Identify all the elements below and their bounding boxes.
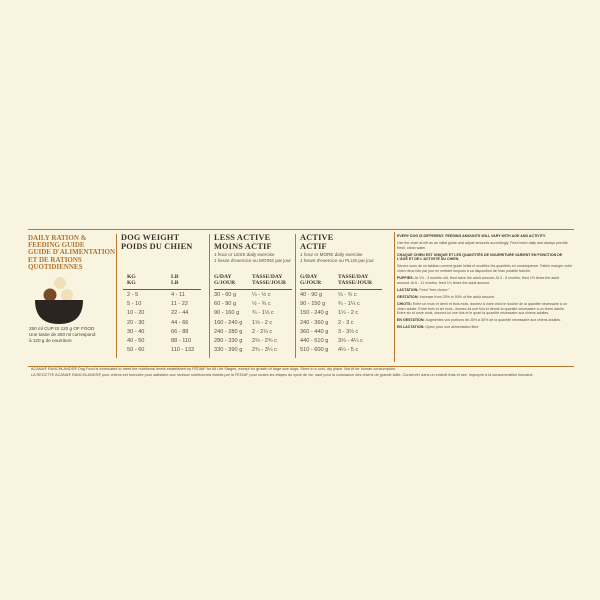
cup-note: 250 ml CUP IS 120 g OF FOOD Une tasse de 250 ml correspond à 120 g de nourriture [29, 326, 96, 344]
table-cell: 3 - 3⅔ c [338, 328, 359, 335]
table-cell: 20 - 30 [127, 319, 145, 326]
feeding-notes [397, 234, 573, 333]
table-cell: 10 - 20 [127, 310, 145, 317]
active-grams-header: G/DAY G/JOUR [300, 274, 322, 287]
lactation-fr-label: EN LACTATION: [397, 325, 425, 330]
gestation-body: Increase from 25% to 50% of the adult amount. [419, 294, 495, 299]
table-cell: 60 - 90 g [214, 301, 237, 308]
table-cell: 240 - 280 g [214, 328, 243, 335]
less-active-cups [252, 291, 277, 355]
active-cups [338, 291, 363, 355]
less-active-subtitle: 1 hour or LESS daily exercise 1 heure d'exercice ou MOINS par jour [214, 252, 291, 263]
every-dog-heading: EVERY DOG IS DIFFERENT. FEEDING AMOUNTS WILL VARY WITH AGE AND ACTIVITY. [397, 234, 546, 238]
active-column [295, 234, 390, 358]
table-cell: 90 - 150 g [300, 301, 326, 308]
table-cell: 240 - 360 g [300, 319, 329, 326]
every-dog-body: Use the chart at left as an initial guide and adjust amounts accordingly. Feed twice daily and always provide fresh, clean water. [397, 241, 568, 250]
puppies-label: PUPPIES: [397, 276, 414, 281]
gestation-label: GESTATION: [397, 294, 419, 299]
gestation-fr-body: Augmentez vos portions de 25% à 50% de la quantité nécessaire aux chiens adultes. [425, 318, 562, 323]
table-cell: 1⅓ - 2 c [252, 319, 273, 326]
active-heading: ACTIVE ACTIF [300, 233, 334, 251]
gestation-fr-label: EN GESTATION: [397, 318, 425, 323]
table-cell: ¼ - ½ c [252, 292, 271, 298]
table-cell: ½ - ¾ c [252, 301, 271, 308]
active-cups-header: TASSE/DAY TASSE/JOUR [338, 274, 373, 287]
table-cell: 66 - 88 [171, 328, 189, 335]
cups-per-day-header: TASSE/DAY TASSE/JOUR [252, 274, 287, 287]
chiots-body: Entre un mois et demi et trois mois, donnez à votre chiot le double de la quantité nécessaire à un chien adulte. Entre trois et six mois, donnez-lui une fois et demie la quantité nécessaire à un chien adulte. Entre six et onze mois, donnez-lui une fois et le quart la quantité nécessaire aux chiens adultes. [397, 302, 568, 316]
table-cell: 2⅓ - 2¾ c [252, 338, 277, 345]
lb-values [171, 291, 194, 355]
grams-per-day-header: G/DAY G/JOUR [214, 274, 236, 287]
table-cell: 3⅔ - 4¼ c [338, 338, 363, 345]
table-cell: 2 - 5 [127, 292, 139, 298]
kg-values [127, 291, 144, 355]
feeding-guide-panel [28, 229, 574, 367]
puppies-body: At 1½ - 3 months old, feed twice the adult amount. At 3 - 6 months, feed 1½ times the adult amount. At 6 - 11 months, feed 1¼ times the adult amount. [397, 276, 560, 285]
active-subtitle: 1 hour or MORE daily exercise 1 heure d'exercice ou PLUS par jour [300, 252, 374, 263]
table-cell: 50 - 60 [127, 347, 145, 354]
kibble-brown-icon [44, 289, 57, 302]
kg-unit-header: KG KG [127, 274, 136, 287]
footer-line-en: ACANA® RANCHLANDS® Dog Food is formulated to meet the nutritional levels established by FEDIAF for All Life Stages, except for growth of large size dogs. Store in a cool, dry place. Not fit for human consumption. [31, 367, 396, 371]
table-cell: 4 - 11 [171, 292, 185, 298]
dog-weight-heading: DOG WEIGHT POIDS DU CHIEN [121, 233, 193, 251]
table-cell: 40 - 90 g [300, 292, 323, 298]
less-active-column [209, 234, 296, 358]
table-cell: 4¼ - 5 c [338, 347, 359, 354]
table-cell: ¾ - 1¼ c [338, 301, 360, 308]
lactation-body: Feed "free choice." [419, 287, 450, 292]
table-cell: 30 - 60 g [214, 292, 237, 298]
table-cell: 90 - 160 g [214, 310, 240, 317]
footer-legal [31, 366, 571, 378]
table-cell: ¾ - 1⅓ c [252, 310, 274, 317]
notes-divider [394, 232, 395, 362]
lactation-label: LACTATION: [397, 287, 419, 292]
less-active-heading: LESS ACTIVE MOINS ACTIF [214, 233, 272, 251]
bowl-shape [35, 300, 83, 324]
kibble-light-icon-2 [61, 289, 73, 301]
table-cell: 88 - 110 [171, 338, 192, 345]
lactation-fr-body: Optez pour une alimentation libre. [425, 325, 480, 330]
weight-header-rule [123, 289, 201, 290]
table-cell: 2¾ - 3¼ c [252, 347, 277, 354]
kibble-light-icon [54, 277, 66, 289]
guide-title: DAILY RATION & FEEDING GUIDE GUIDE D'ALIMENTATION ET DE RATIONS QUOTIDIENNES [28, 234, 116, 271]
table-cell: 510 - 600 g [300, 347, 329, 354]
active-grams [300, 291, 328, 355]
less-active-grams [214, 291, 242, 355]
table-cell: 5 - 10 [127, 301, 142, 308]
chaque-chien-body: Servez-vous de ce tableau comme guide initial et modifiez les quantités en conséquence. Faites manger votre chien deux fois par jour en mettant toujours à sa disposition de l'eau potable fraîche. [397, 264, 573, 274]
chiots-label: CHIOTS: [397, 302, 412, 307]
table-cell: 110 - 132 [171, 347, 195, 354]
active-header-rule [300, 289, 382, 290]
table-cell: ⅓ - ¾ c [338, 292, 357, 298]
table-cell: 160 - 240 g [214, 319, 243, 326]
footer-line-fr: LA RECETTE ACANA® RANCHLANDS® pour chiens est formulée pour satisfaire aux niveaux nutritionnels établis par la FEDIAF pour toutes les étapes du cycle de vie, sauf pour la croissance des chiens de grande taille. Conserver dans un endroit frais et sec. Impropre à la consommation humaine. [31, 373, 534, 377]
table-cell: 150 - 240 g [300, 310, 329, 317]
dog-weight-column [116, 234, 209, 358]
table-cell: 11 - 22 [171, 301, 188, 308]
table-cell: 2 - 2⅓ c [252, 328, 273, 335]
guide-title-block [28, 232, 116, 271]
table-cell: 330 - 390 g [214, 347, 243, 354]
table-cell: 2 - 3 c [338, 319, 354, 326]
food-bowl-icon [34, 276, 84, 326]
table-cell: 1¼ - 2 c [338, 310, 359, 317]
table-cell: 280 - 330 g [214, 338, 243, 345]
table-cell: 360 - 440 g [300, 328, 329, 335]
table-cell: 44 - 66 [171, 319, 189, 326]
lb-unit-header: LB LB [171, 274, 179, 287]
table-cell: 440 - 510 g [300, 338, 329, 345]
table-cell: 30 - 40 [127, 328, 145, 335]
table-cell: 40 - 50 [127, 338, 145, 345]
chaque-chien-heading: CHAQUE CHIEN EST UNIQUE ET LES QUANTITÉS DE NOURRITURE VARIENT EN FONCTION DE L'ÂGE ET DE L'ACTIVITÉ DU CHIEN. [397, 252, 563, 262]
table-cell: 22 - 44 [171, 310, 189, 317]
less-active-header-rule [214, 289, 292, 290]
